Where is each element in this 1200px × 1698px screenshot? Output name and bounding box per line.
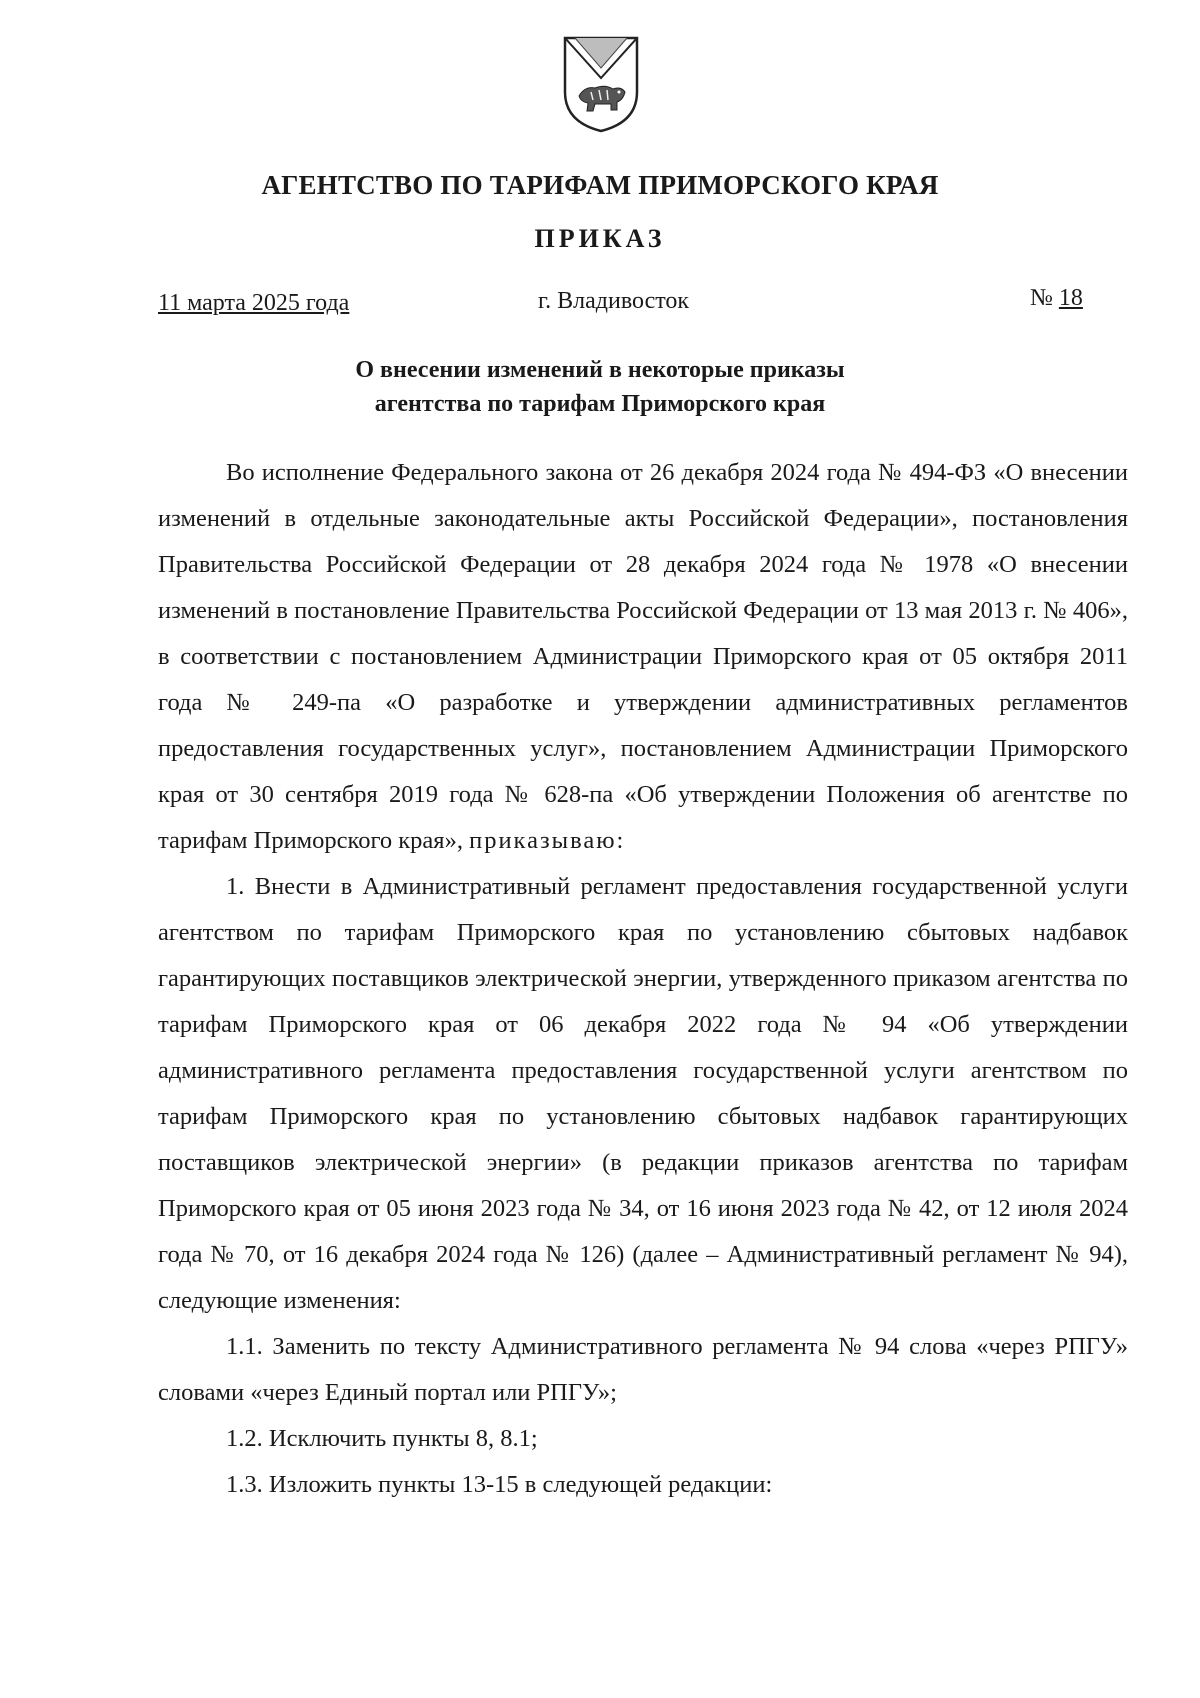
- subject-line-1: О внесении изменений в некоторые приказы: [355, 357, 845, 383]
- subject-line-2: агентства по тарифам Приморского края: [374, 391, 826, 417]
- primorsky-krai-coat-of-arms-icon: [561, 34, 641, 134]
- order-date: 11 марта 2025 года: [158, 290, 350, 316]
- organization-title: АГЕНТСТВО ПО ТАРИФАМ ПРИМОРСКОГО КРАЯ: [261, 170, 939, 200]
- order-number-prefix: №: [1030, 285, 1053, 311]
- document-type: ПРИКАЗ: [534, 224, 666, 253]
- order-body: [158, 450, 1128, 1508]
- item-1: 1. Внести в Административный регламент предоставления государственной услуги агентством по тарифам Приморского края по установлению сбытовых надбавок гарантирующих поставщиков электрической энергии, утвержденного приказом агентства по тарифам Приморского края от 06 декабря 2022 года № 94 «Об утверждении административного регламента предоставления государственной услуги агентством по тарифам Приморского края по установлению сбытовых надбавок гарантирующих поставщиков электрической энергии» (в редакции приказов агентства по тарифам Приморского края от 05 июня 2023 года № 34, от 16 июня 2023 года № 42, от 12 июля 2024 года № 70, от 16 декабря 2024 года № 126) (далее – Административный регламент № 94), следующие изменения:: [158, 873, 1128, 1314]
- preamble-paragraph: [158, 450, 1128, 864]
- order-subject: [0, 353, 1200, 421]
- order-number-value: 18: [1058, 285, 1083, 311]
- order-number: [1030, 285, 1083, 312]
- preamble-text: Во исполнение Федерального закона от 26 декабря 2024 года № 494-ФЗ «О внесении изменений в отдельные законодательные акты Российской Федерации», постановления Правительства Российской Федерации от 28 декабря 2024 года № 1978 «О внесении изменений в постановление Правительства Российской Федерации от 13 мая 2013 г. № 406», в соответствии с постановлением Администрации Приморского края от 05 октября 2011 года № 249-па «О разработке и утверждении административных регламентов предоставления государственных услуг», постановлением Администрации Приморского края от 30 сентября 2019 года № 628-па «Об утверждении Положения об агентстве по тарифам Приморского края»,: [158, 459, 1128, 854]
- order-city: г. Владивосток: [538, 288, 690, 314]
- order-word: приказываю:: [469, 827, 626, 854]
- item-1-3: 1.3. Изложить пункты 13-15 в следующей редакции:: [226, 1471, 773, 1498]
- item-1-2: 1.2. Исключить пункты 8, 8.1;: [226, 1425, 538, 1452]
- item-1-1: 1.1. Заменить по тексту Административного регламента № 94 слова «через РПГУ» словами «через Единый портал или РПГУ»;: [158, 1333, 1128, 1406]
